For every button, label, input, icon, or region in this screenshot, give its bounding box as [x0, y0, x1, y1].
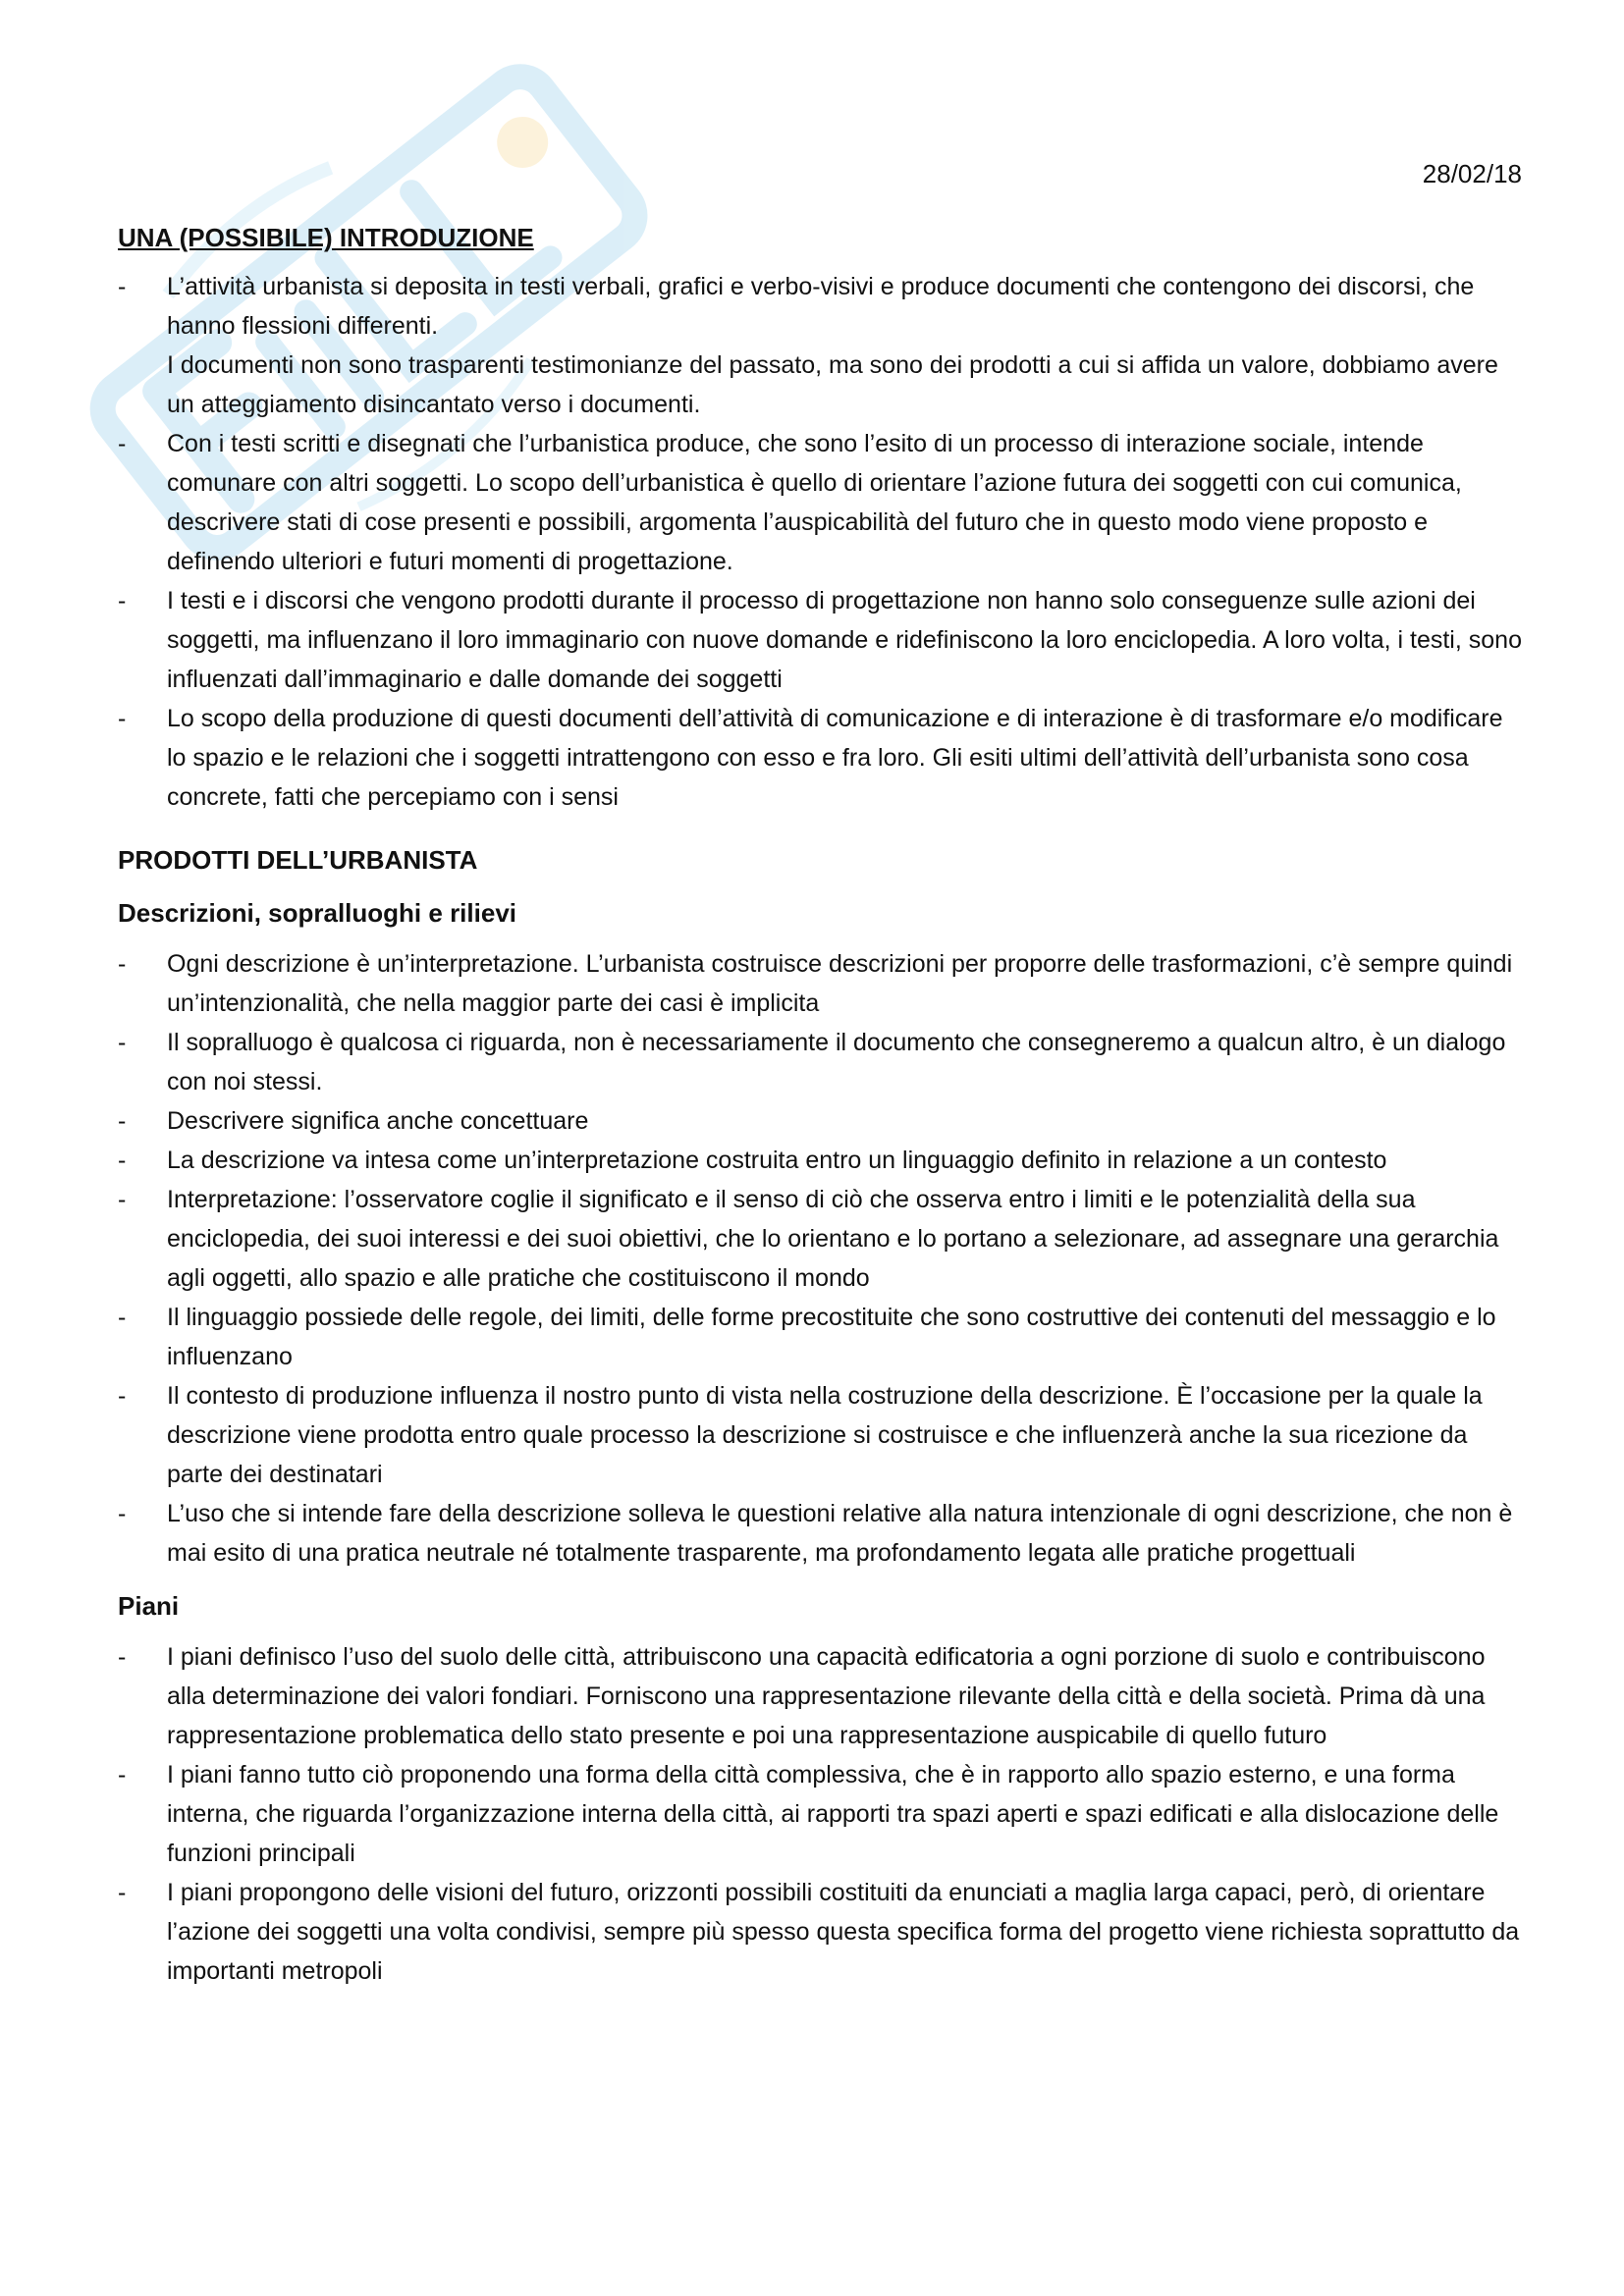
- plans-heading: Piani: [118, 1591, 180, 1621]
- document-body: [118, 218, 1527, 1991]
- intro-list: [118, 267, 1527, 817]
- products-heading: PRODOTTI DELL’URBANISTA: [118, 845, 478, 875]
- list-item: - I piani definisco l’uso del suolo delle città, attribuiscono una capacità edificatoria a ogni porzione di suolo e contribuiscono alla determinazione dei valori fondiari. Forniscono una rappresentazione rilevante della città e della società. Prima dà una rappresentazione problematica dello stato presente e poi una rappresentazione auspicabile di quello futuro: [118, 1637, 1527, 1755]
- list-item: - Il linguaggio possiede delle regole, dei limiti, delle forme precostituite che sono costruttive dei contenuti del messaggio e lo influenzano: [118, 1298, 1527, 1376]
- document-date: 28/02/18: [1422, 159, 1522, 188]
- list-item: - Ogni descrizione è un’interpretazione. L’urbanista costruisce descrizioni per proporre delle trasformazioni, c’è sempre quindi un’intenzionalità, che nella maggior parte dei casi è implicita: [118, 944, 1527, 1023]
- list-item: - La descrizione va intesa come un’interpretazione costruita entro un linguaggio definito in relazione a un contesto: [118, 1141, 1527, 1180]
- list-item: - Il contesto di produzione influenza il nostro punto di vista nella costruzione della descrizione. È l’occasione per la quale la descrizione viene prodotta entro quale processo la descrizione si costruisce e che influenzerà anche la sua ricezione da parte dei destinatari: [118, 1376, 1527, 1494]
- list-item-continuation: I documenti non sono trasparenti testimonianze del passato, ma sono dei prodotti a cui si affida un valore, dobbiamo avere un atteggiamento disincantato verso i documenti.: [167, 351, 1498, 418]
- list-item: - L’uso che si intende fare della descrizione solleva le questioni relative alla natura intenzionale di ogni descrizione, che non è mai esito di una pratica neutrale né totalmente trasparente, ma profondamento legata alle pratiche progettuali: [118, 1494, 1527, 1573]
- descriptions-heading: Descrizioni, sopralluoghi e rilievi: [118, 898, 516, 928]
- list-item: - Il sopralluogo è qualcosa ci riguarda, non è necessariamente il documento che consegneremo a qualcun altro, è un dialogo con noi stessi.: [118, 1023, 1527, 1101]
- list-item: - Lo scopo della produzione di questi documenti dell’attività di comunicazione e di interazione è di trasformare e/o modificare lo spazio e le relazioni che i soggetti intrattengono con esso e fra loro. Gli esiti ultimi dell’attività dell’urbanista sono cosa concrete, fatti che percepiamo con i sensi: [118, 699, 1527, 817]
- list-item: - I testi e i discorsi che vengono prodotti durante il processo di progettazione non hanno solo conseguenze sulle azioni dei soggetti, ma influenzano il loro immaginario con nuove domande e ridefiniscono la loro enciclopedia. A loro volta, i testi, sono influenzati dall’immaginario e dalle domande dei soggetti: [118, 581, 1527, 699]
- plans-list: [118, 1637, 1527, 1991]
- descriptions-list: [118, 944, 1527, 1573]
- list-item: - Interpretazione: l’osservatore coglie il significato e il senso di ciò che osserva entro i limiti e le potenzialità della sua enciclopedia, dei suoi interessi e dei suoi obiettivi, che lo orientano e lo portano a selezionare, ad assegnare una gerarchia agli oggetti, allo spazio e alle pratiche che costituiscono il mondo: [118, 1180, 1527, 1298]
- intro-title: UNA (POSSIBILE) INTRODUZIONE: [118, 223, 534, 252]
- list-item: - L’attività urbanista si deposita in testi verbali, grafici e verbo-visivi e produce documenti che contengono dei discorsi, che hanno flessioni differenti. I documenti non sono trasparenti testimonianze del passato, ma sono dei prodotti a cui si affida un valore, dobbiamo avere un atteggiamento disincantato verso i documenti.: [118, 267, 1527, 424]
- list-item: - Descrivere significa anche concettuare: [118, 1101, 1527, 1141]
- list-item: - Con i testi scritti e disegnati che l’urbanistica produce, che sono l’esito di un processo di interazione sociale, intende comunare con altri soggetti. Lo scopo dell’urbanistica è quello di orientare l’azione futura dei soggetti con cui comunica, descrivere stati di cose presenti e possibili, argomenta l’auspicabilità del futuro che in questo modo viene proposto e definendo ulteriori e futuri momenti di progettazione.: [118, 424, 1527, 581]
- list-item: - I piani fanno tutto ciò proponendo una forma della città complessiva, che è in rapporto allo spazio esterno, e una forma interna, che riguarda l’organizzazione interna della città, ai rapporti tra spazi aperti e spazi edificati e alla dislocazione delle funzioni principali: [118, 1755, 1527, 1873]
- list-item: - I piani propongono delle visioni del futuro, orizzonti possibili costituiti da enunciati a maglia larga capaci, però, di orientare l’azione dei soggetti una volta condivisi, sempre più spesso questa specifica forma del progetto viene richiesta soprattutto da importanti metropoli: [118, 1873, 1527, 1991]
